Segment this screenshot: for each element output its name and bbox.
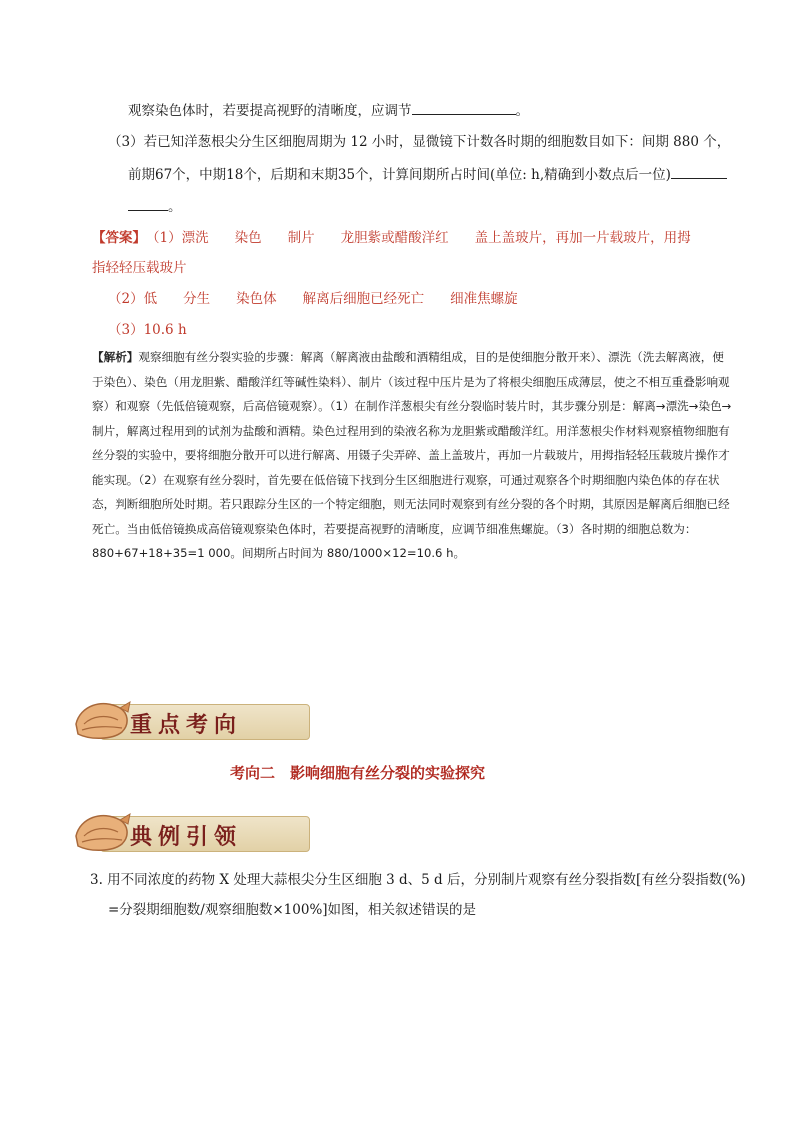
conch-shell-icon (70, 806, 134, 858)
answer-item: 解离后细胞已经死亡 (302, 291, 425, 307)
answer-item: 龙胆紫或醋酸洋红 (340, 230, 449, 246)
explanation-text: 观察细胞有丝分裂实验的步骤：解离（解离液由盐酸和酒精组成，目的是使细胞分散开来）、漂洗（洗去解离液，便于染色）、染色（用龙胆紫、醋酸洋红等碱性染料）、制片（该过程中压片是为了将根尖细胞压成薄层，使之不相互重叠影响观察）和观察（先低倍镜观察，后高倍镜观察）。（1）在制作洋葱根尖有丝分裂临时装片时，其步骤分别是：解离→漂洗→染色→制片，解离过程用到的试剂为盐酸和酒精。染色过程用到的染液名称为龙胆紫或醋酸洋红。用洋葱根尖作材料观察植物细胞有丝分裂的实验中，要将细胞分散开可以进行解离、用镊子尖弄碎、盖上盖玻片，再加一片载玻片，用拇指轻轻压载玻片操作才能实现。（2）在观察有丝分裂时，首先要在低倍镜下找到分生区细胞进行观察，可通过观察各个时期细胞内染色体的存在状态，判断细胞所处时期。若只跟踪分生区的一个特定细胞，则无法同时观察到有丝分裂的各个时期，其原因是解离后细胞已经死亡。当由低倍镜换成高倍镜观察染色体时，若要提高视野的清晰度，应调节细准焦螺旋。（3）各时期的细胞总数为：880+67+18+35=1 000。间期所占时间为 880/1000×12=10.6 h。 (92, 350, 732, 560)
answer-item: 染色体 (236, 291, 277, 307)
answer-blank (412, 100, 516, 115)
banner-typical-example (70, 806, 310, 858)
question-line (128, 164, 727, 185)
answer-item: 染色 (234, 230, 262, 246)
banner-title: 重点考向 (130, 712, 243, 738)
question-line: 3. 用不同浓度的药物 X 处理大蒜根尖分生区细胞 3 d、5 d 后，分别制片观察有丝分裂指数[有丝分裂指数(%) (90, 872, 746, 888)
explanation-paragraph (92, 345, 732, 566)
answer-line: 指轻轻压载玻片 (92, 260, 187, 276)
question-line (128, 196, 182, 217)
answer-line (92, 228, 691, 248)
conch-shell-icon (70, 694, 134, 746)
question-text: 前期67个，中期18个，后期和末期35个，计算间期所占时间(单位: h,精确到小数点后一位) (128, 167, 671, 183)
answer-blank (128, 196, 168, 211)
answer-item: 制片 (287, 230, 315, 246)
answer-item: （1）漂洗 (146, 230, 209, 246)
banner-key-direction (70, 694, 310, 746)
question-line: （3）若已知洋葱根尖分生区细胞周期为 12 小时，显微镜下计数各时期的细胞数目如下：间期 880 个， (108, 134, 731, 150)
answer-item: （2）低 (108, 291, 158, 307)
question-line (128, 100, 529, 121)
answer-line (108, 289, 518, 309)
punctuation: 。 (515, 103, 529, 119)
punctuation: 。 (168, 199, 182, 215)
answer-tag: 【答案】 (92, 230, 146, 246)
explanation-tag: 【解析】 (92, 350, 139, 364)
answer-item: 分生 (183, 291, 211, 307)
question-line: =分裂期细胞数/观察细胞数×100%]如图，相关叙述错误的是 (108, 902, 477, 918)
answer-item: 盖上盖玻片，再加一片载玻片，用拇 (474, 230, 691, 246)
answer-blank (671, 164, 727, 179)
banner-title: 典例引领 (130, 824, 243, 850)
answer-line: （3）10.6 h (108, 322, 187, 338)
answer-item: 细准焦螺旋 (450, 291, 518, 307)
question-text: 观察染色体时，若要提高视野的清晰度，应调节 (128, 103, 412, 119)
section-title: 考向二 影响细胞有丝分裂的实验探究 (230, 764, 486, 782)
